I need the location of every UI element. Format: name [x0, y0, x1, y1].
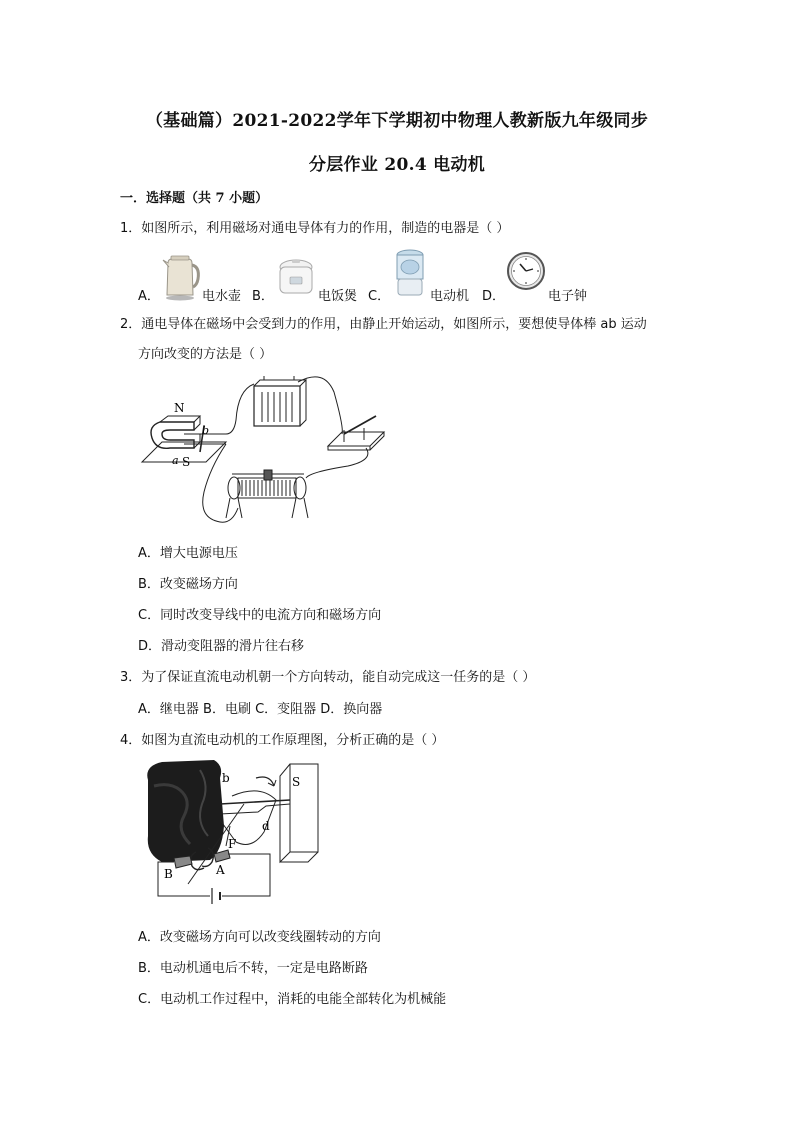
clock-icon: [506, 251, 546, 293]
q4-label-s: S: [292, 775, 301, 789]
q4-stem: 4．如图为直流电动机的工作原理图，分析正确的是（ ）: [120, 733, 445, 748]
rice-cooker-icon: [276, 255, 316, 299]
q4-option-a: A．改变磁场方向可以改变线圈转动的方向: [138, 930, 381, 945]
q1-option-b-letter: B．: [252, 289, 274, 304]
q4-motor-figure: [140, 756, 330, 912]
q1-option-c-label: 电动机: [430, 289, 470, 304]
title-line-1: （基础篇）2021-2022学年下学期初中物理人教新版九年级同步: [145, 111, 649, 131]
q3-options: A．继电器 B．电刷 C．变阻器 D．换向器: [138, 702, 383, 717]
q2-option-b: B．改变磁场方向: [138, 577, 238, 592]
q4-option-b: B．电动机通电后不转，一定是电路断路: [138, 961, 368, 976]
q2-stem-line-2: 方向改变的方法是（ ）: [138, 347, 273, 362]
q1-option-a-letter: A．: [138, 289, 160, 304]
q1-option-d-label: 电子钟: [548, 289, 588, 304]
kettle-icon: [162, 251, 202, 301]
q4-label-brush-a: A: [216, 863, 225, 877]
q1-stem: 1．如图所示，利用磁场对通电导体有力的作用，制造的电器是（ ）: [120, 221, 510, 236]
q4-label-brush-b: B: [164, 867, 173, 881]
q1-option-d-letter: D．: [482, 289, 506, 304]
q4-option-c: C．电动机工作过程中，消耗的电能全部转化为机械能: [138, 992, 447, 1007]
q3-stem: 3．为了保证直流电动机朝一个方向转动，能自动完成这一任务的是（ ）: [120, 670, 536, 685]
q1-option-a-label: 电水壶: [202, 289, 242, 304]
q1-option-b-label: 电饭煲: [318, 289, 358, 304]
q4-label-f: F: [228, 837, 237, 851]
q2-circuit-figure: [138, 368, 398, 530]
q2-option-a: A．增大电源电压: [138, 546, 238, 561]
q2-label-s: S: [182, 455, 191, 469]
q2-label-a: a: [172, 454, 179, 467]
q4-label-d: d: [262, 819, 270, 833]
q2-option-c: C．同时改变导线中的电流方向和磁场方向: [138, 608, 382, 623]
q1-option-c-letter: C．: [368, 289, 391, 304]
q2-stem-line-1: 2．通电导体在磁场中会受到力的作用，由静止开始运动，如图所示，要想使导体棒 ab 运动: [120, 317, 647, 332]
q2-option-d: D．滑动变阻器的滑片往右移: [138, 639, 305, 654]
q2-label-n: N: [174, 401, 185, 415]
section-heading: 一．选择题（共 7 小题）: [120, 191, 269, 206]
q4-label-b: b: [222, 771, 230, 785]
q2-label-b: b: [202, 424, 210, 437]
motor-icon: [392, 247, 428, 301]
q1-options: [120, 245, 620, 305]
title-line-2: 分层作业 20.4 电动机: [308, 155, 486, 175]
